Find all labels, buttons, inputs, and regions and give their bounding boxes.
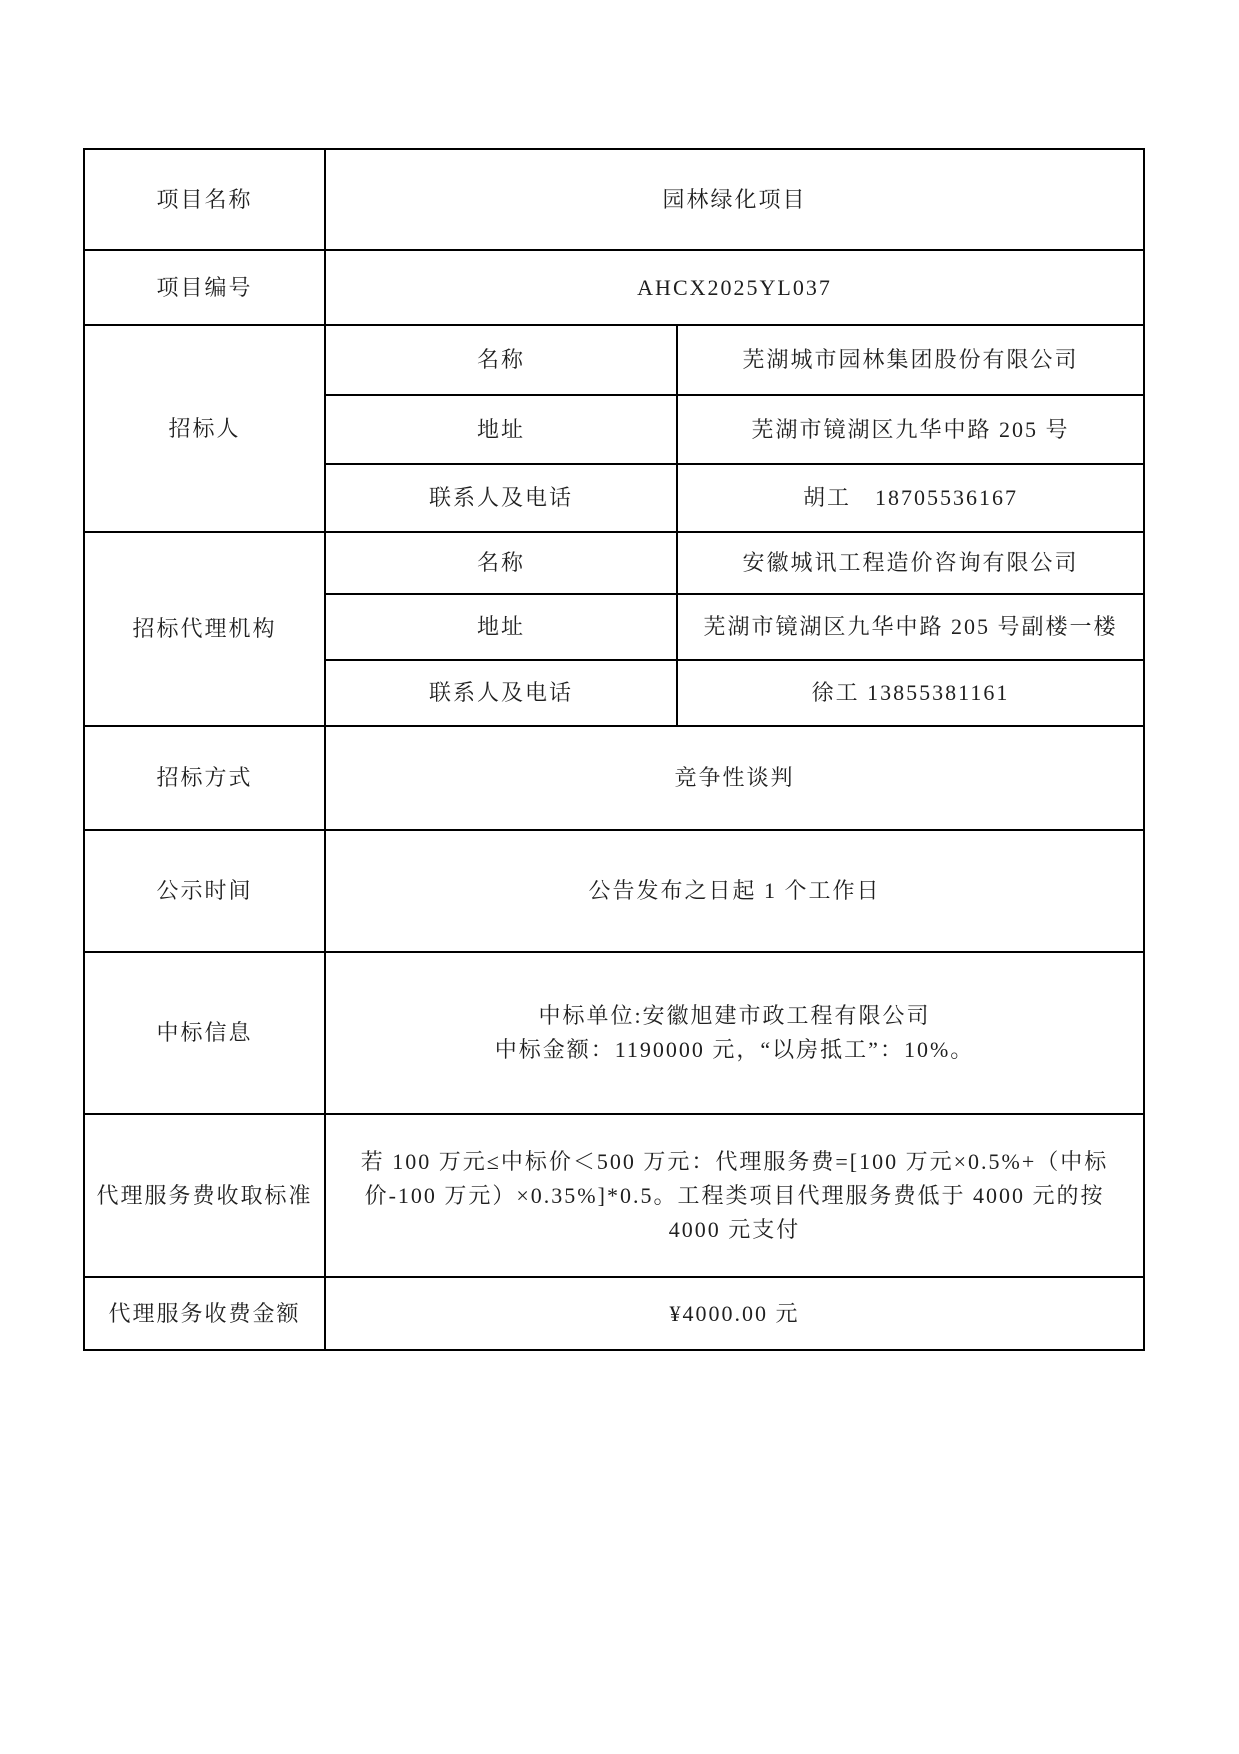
row-agency-name xyxy=(84,532,1144,594)
tenderer-contact-label: 联系人及电话 xyxy=(325,464,677,532)
project-name-label: 项目名称 xyxy=(84,149,325,250)
award-amount-line: 中标金额：1190000 元，“以房抵工”：10%。 xyxy=(494,1037,975,1062)
row-publicity-period xyxy=(84,830,1144,952)
agency-contact-value: 徐工 13855381161 xyxy=(677,660,1144,726)
tenderer-name-label: 名称 xyxy=(325,325,677,395)
award-info-label: 中标信息 xyxy=(84,952,325,1114)
fee-amount-label: 代理服务收费金额 xyxy=(84,1277,325,1350)
publicity-period-value: 公告发布之日起 1 个工作日 xyxy=(325,830,1144,952)
row-fee-amount xyxy=(84,1277,1144,1350)
award-info-value xyxy=(325,952,1144,1114)
row-project-name xyxy=(84,149,1144,250)
row-tenderer-name xyxy=(84,325,1144,395)
fee-amount-value: ¥4000.00 元 xyxy=(325,1277,1144,1350)
fee-standard-label: 代理服务费收取标准 xyxy=(84,1114,325,1277)
project-name-value: 园林绿化项目 xyxy=(325,149,1144,250)
row-fee-standard xyxy=(84,1114,1144,1277)
agency-name-value: 安徽城讯工程造价咨询有限公司 xyxy=(677,532,1144,594)
tenderer-contact-value: 胡工 18705536167 xyxy=(677,464,1144,532)
project-code-label: 项目编号 xyxy=(84,250,325,325)
tenderer-section-label: 招标人 xyxy=(84,325,325,532)
agency-contact-label: 联系人及电话 xyxy=(325,660,677,726)
award-winner-line: 中标单位:安徽旭建市政工程有限公司 xyxy=(538,1003,931,1028)
agency-address-value: 芜湖市镜湖区九华中路 205 号副楼一楼 xyxy=(677,594,1144,660)
tender-method-value: 竞争性谈判 xyxy=(325,726,1144,830)
row-award-info xyxy=(84,952,1144,1114)
project-code-value: AHCX2025YL037 xyxy=(325,250,1144,325)
tender-method-label: 招标方式 xyxy=(84,726,325,830)
publicity-period-label: 公示时间 xyxy=(84,830,325,952)
agency-section-label: 招标代理机构 xyxy=(84,532,325,726)
tenderer-address-label: 地址 xyxy=(325,395,677,464)
tenderer-address-value: 芜湖市镜湖区九华中路 205 号 xyxy=(677,395,1144,464)
tender-result-table xyxy=(83,148,1145,1351)
tenderer-name-value: 芜湖城市园林集团股份有限公司 xyxy=(677,325,1144,395)
fee-standard-value: 若 100 万元≤中标价＜500 万元：代理服务费=[100 万元×0.5%+（中标价-100 万元）×0.35%]*0.5。工程类项目代理服务费低于 4000 元的按 4000 元支付 xyxy=(325,1114,1144,1277)
row-tender-method xyxy=(84,726,1144,830)
agency-name-label: 名称 xyxy=(325,532,677,594)
row-project-code xyxy=(84,250,1144,325)
agency-address-label: 地址 xyxy=(325,594,677,660)
